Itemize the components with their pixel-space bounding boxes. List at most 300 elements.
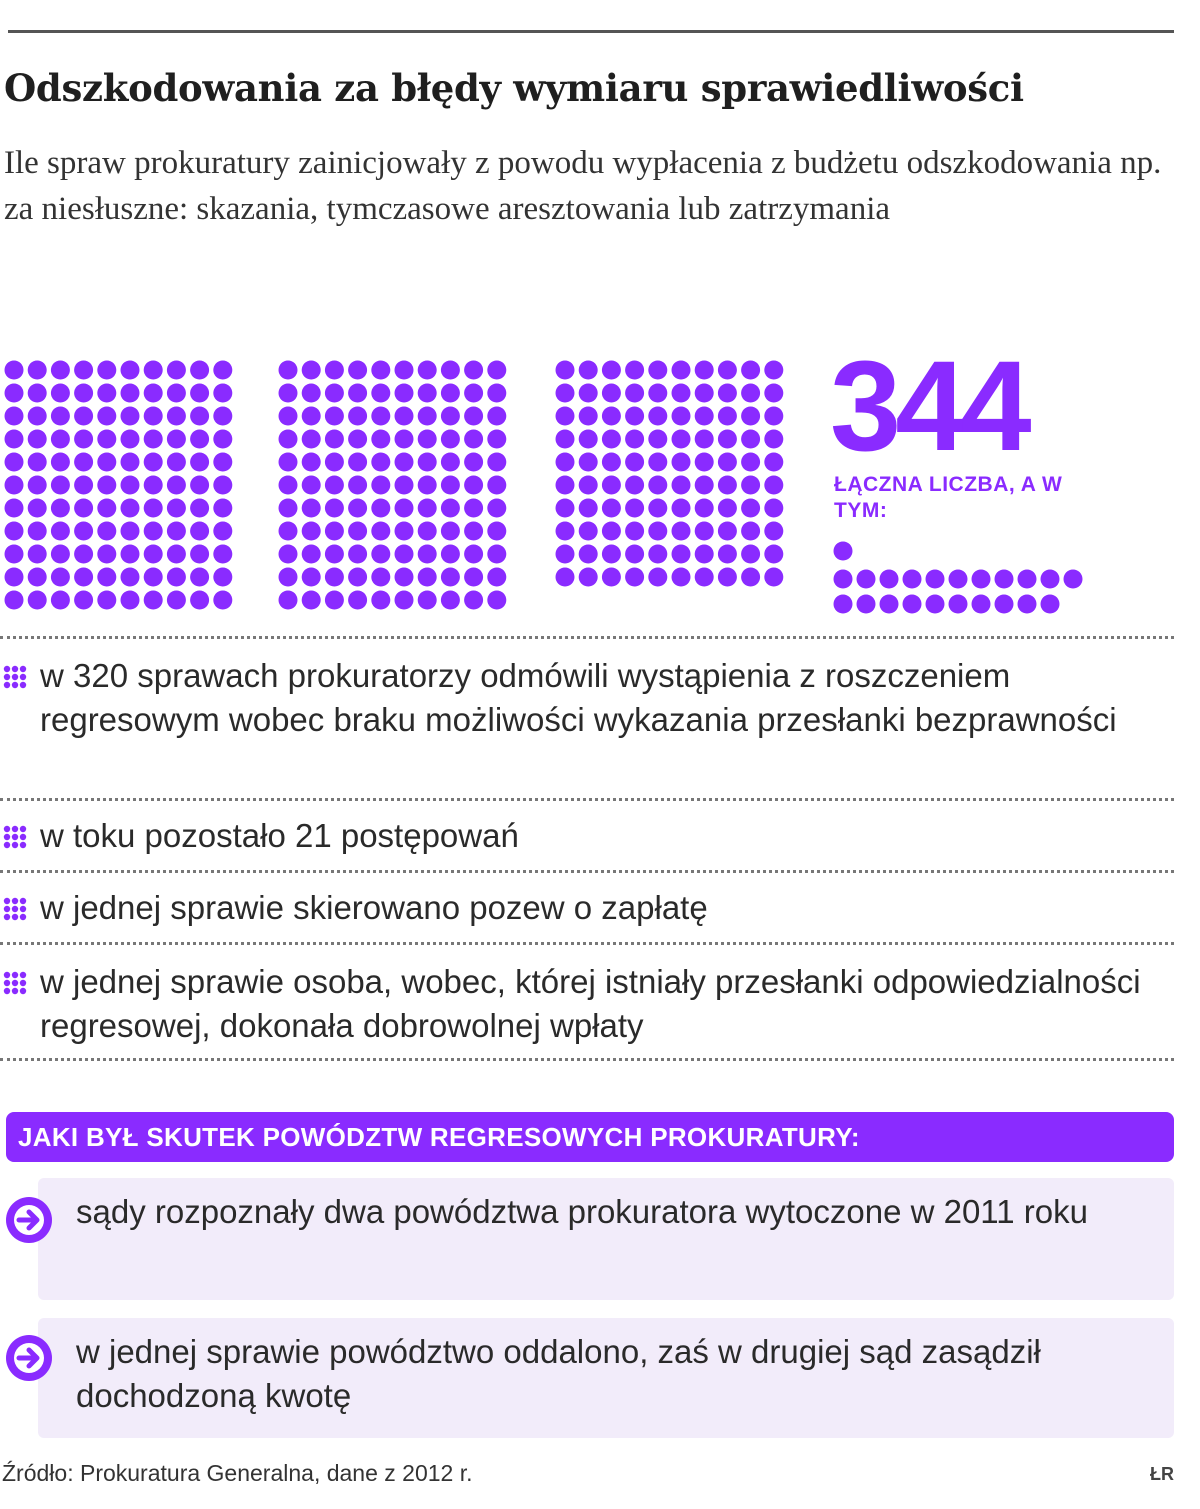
dot-refused bbox=[602, 384, 621, 403]
dot-refused bbox=[325, 499, 344, 518]
breakdown-text: w jednej sprawie osoba, wobec, której istniały przesłanki odpowiedzialności regresowej, dokonała dobrowolnej wpłaty bbox=[40, 963, 1141, 1044]
dot-refused bbox=[348, 407, 367, 426]
dot-refused bbox=[602, 499, 621, 518]
dot-refused bbox=[395, 361, 414, 380]
dot-refused bbox=[28, 384, 47, 403]
dot-refused bbox=[5, 430, 24, 449]
dot-refused bbox=[556, 361, 575, 380]
dot-refused bbox=[718, 361, 737, 380]
dot-refused bbox=[625, 361, 644, 380]
dot-refused bbox=[695, 522, 714, 541]
dot-refused bbox=[418, 545, 437, 564]
dot-refused bbox=[695, 361, 714, 380]
dot-refused bbox=[487, 384, 506, 403]
dot-refused bbox=[213, 522, 232, 541]
dot-refused bbox=[167, 430, 186, 449]
dot-refused bbox=[144, 430, 163, 449]
dot-refused bbox=[28, 545, 47, 564]
dot-pending bbox=[857, 595, 876, 614]
dot-refused bbox=[556, 476, 575, 495]
dot-refused bbox=[625, 568, 644, 587]
dot-refused bbox=[371, 545, 390, 564]
dot-refused bbox=[74, 453, 93, 472]
dot-refused bbox=[28, 407, 47, 426]
dot-refused bbox=[764, 453, 783, 472]
dot-refused bbox=[371, 361, 390, 380]
dot-refused bbox=[302, 453, 321, 472]
dot-refused bbox=[764, 545, 783, 564]
dot-refused bbox=[302, 476, 321, 495]
impact-header-label: JAKI BYŁ SKUTEK POWÓDZTW REGRESOWYCH PROKURATURY: bbox=[18, 1122, 860, 1152]
dot-refused bbox=[213, 430, 232, 449]
dot-refused bbox=[764, 430, 783, 449]
dot-refused bbox=[5, 522, 24, 541]
dot-refused bbox=[648, 430, 667, 449]
dot-refused bbox=[648, 407, 667, 426]
dot-refused bbox=[51, 476, 70, 495]
dot-refused bbox=[51, 453, 70, 472]
dot-refused bbox=[121, 545, 140, 564]
impact-header bbox=[6, 1112, 1174, 1162]
dot-refused bbox=[695, 499, 714, 518]
dot-refused bbox=[279, 384, 298, 403]
dot-refused bbox=[695, 476, 714, 495]
dot-refused bbox=[672, 407, 691, 426]
dot-refused bbox=[97, 522, 116, 541]
dot-refused bbox=[741, 407, 760, 426]
dot-refused bbox=[5, 407, 24, 426]
arrow-right-icon bbox=[4, 1195, 54, 1245]
dot-refused bbox=[764, 384, 783, 403]
dot-refused bbox=[672, 522, 691, 541]
breakdown-text: w jednej sprawie skierowano pozew o zapłatę bbox=[40, 889, 708, 926]
dot-refused bbox=[441, 476, 460, 495]
dot-refused bbox=[648, 522, 667, 541]
total-value: 344 bbox=[830, 335, 1026, 478]
dot-refused bbox=[348, 545, 367, 564]
result-text: sądy rozpoznały dwa powództwa prokuratora wytoczone w 2011 roku bbox=[76, 1193, 1088, 1230]
divider bbox=[0, 942, 1174, 945]
dot-refused bbox=[718, 384, 737, 403]
dot-refused bbox=[648, 453, 667, 472]
dot-refused bbox=[51, 384, 70, 403]
dot-refused bbox=[648, 476, 667, 495]
dot-refused bbox=[602, 361, 621, 380]
dot-refused bbox=[144, 384, 163, 403]
divider bbox=[0, 870, 1174, 873]
dot-pending bbox=[880, 570, 899, 589]
dot-refused bbox=[279, 476, 298, 495]
top-rule bbox=[8, 30, 1174, 33]
dot-refused bbox=[625, 453, 644, 472]
dot-refused bbox=[741, 499, 760, 518]
dot-refused bbox=[764, 522, 783, 541]
dot-refused bbox=[648, 361, 667, 380]
dot-refused bbox=[97, 568, 116, 587]
dot-refused bbox=[556, 384, 575, 403]
dot-refused bbox=[418, 476, 437, 495]
dot-refused bbox=[464, 591, 483, 610]
dot-refused bbox=[28, 591, 47, 610]
dot-refused bbox=[348, 568, 367, 587]
dot-other bbox=[834, 542, 853, 561]
dot-refused bbox=[556, 545, 575, 564]
dot-refused bbox=[487, 591, 506, 610]
result-box bbox=[38, 1318, 1174, 1438]
dot-refused bbox=[121, 407, 140, 426]
dot-refused bbox=[190, 384, 209, 403]
dot-refused bbox=[395, 545, 414, 564]
dot-refused bbox=[648, 568, 667, 587]
dot-refused bbox=[279, 568, 298, 587]
dot-pending bbox=[926, 595, 945, 614]
dot-refused bbox=[741, 568, 760, 587]
dot-refused bbox=[51, 430, 70, 449]
dot-refused bbox=[672, 384, 691, 403]
dot-refused bbox=[718, 522, 737, 541]
dot-refused bbox=[167, 407, 186, 426]
dot-refused bbox=[718, 453, 737, 472]
dot-refused bbox=[97, 545, 116, 564]
dot-pending bbox=[949, 570, 968, 589]
dot-refused bbox=[121, 361, 140, 380]
dot-refused bbox=[167, 545, 186, 564]
dot-refused bbox=[51, 522, 70, 541]
dot-refused bbox=[395, 591, 414, 610]
dot-refused bbox=[441, 453, 460, 472]
dot-refused bbox=[144, 591, 163, 610]
dot-refused bbox=[190, 453, 209, 472]
dot-refused bbox=[395, 499, 414, 518]
dot-refused bbox=[279, 591, 298, 610]
dot-refused bbox=[741, 384, 760, 403]
dot-refused bbox=[74, 476, 93, 495]
dot-refused bbox=[28, 476, 47, 495]
dot-refused bbox=[144, 453, 163, 472]
dot-refused bbox=[144, 361, 163, 380]
dot-refused bbox=[579, 453, 598, 472]
dot-refused bbox=[625, 499, 644, 518]
divider bbox=[0, 798, 1174, 801]
dot-refused bbox=[672, 361, 691, 380]
dot-refused bbox=[144, 568, 163, 587]
page-title: Odszkodowania za błędy wymiaru sprawiedliwości bbox=[4, 66, 1024, 110]
dot-refused bbox=[325, 545, 344, 564]
dot-refused bbox=[302, 430, 321, 449]
dot-refused bbox=[579, 384, 598, 403]
dot-refused bbox=[672, 453, 691, 472]
dot-refused bbox=[464, 545, 483, 564]
dot-refused bbox=[418, 361, 437, 380]
dot-refused bbox=[764, 407, 783, 426]
breakdown-item bbox=[0, 960, 1174, 1056]
dot-refused bbox=[190, 499, 209, 518]
dot-refused bbox=[579, 476, 598, 495]
dot-refused bbox=[695, 407, 714, 426]
breakdown-item bbox=[0, 886, 1174, 940]
dot-refused bbox=[302, 545, 321, 564]
dot-refused bbox=[602, 568, 621, 587]
dot-refused bbox=[97, 476, 116, 495]
dot-refused bbox=[395, 407, 414, 426]
dot-grid-icon bbox=[2, 970, 28, 996]
dot-pending bbox=[995, 595, 1014, 614]
dot-refused bbox=[144, 522, 163, 541]
dot-refused bbox=[672, 499, 691, 518]
dot-refused bbox=[213, 407, 232, 426]
dot-refused bbox=[144, 499, 163, 518]
dot-refused bbox=[741, 361, 760, 380]
dot-refused bbox=[464, 361, 483, 380]
divider bbox=[0, 1058, 1174, 1061]
dot-pending bbox=[1064, 570, 1083, 589]
dot-refused bbox=[487, 476, 506, 495]
dot-refused bbox=[167, 568, 186, 587]
dot-refused bbox=[74, 499, 93, 518]
dot-refused bbox=[279, 453, 298, 472]
dot-refused bbox=[741, 545, 760, 564]
dot-refused bbox=[51, 499, 70, 518]
result-text: w jednej sprawie powództwo oddalono, zaś w drugiej sąd zasądził dochodzoną kwotę bbox=[76, 1333, 1041, 1414]
dot-refused bbox=[418, 499, 437, 518]
dot-refused bbox=[348, 361, 367, 380]
dot-refused bbox=[464, 453, 483, 472]
dot-refused bbox=[5, 384, 24, 403]
dot-refused bbox=[213, 453, 232, 472]
dot-refused bbox=[279, 430, 298, 449]
dot-refused bbox=[556, 430, 575, 449]
dot-refused bbox=[213, 476, 232, 495]
dot-refused bbox=[625, 384, 644, 403]
result-box bbox=[38, 1178, 1174, 1300]
dot-refused bbox=[764, 361, 783, 380]
dot-refused bbox=[371, 476, 390, 495]
dot-refused bbox=[418, 591, 437, 610]
dot-refused bbox=[279, 522, 298, 541]
dot-refused bbox=[279, 407, 298, 426]
dot-refused bbox=[5, 545, 24, 564]
dot-refused bbox=[464, 568, 483, 587]
dot-refused bbox=[579, 522, 598, 541]
dot-refused bbox=[190, 591, 209, 610]
dot-refused bbox=[348, 384, 367, 403]
dot-refused bbox=[741, 430, 760, 449]
dot-refused bbox=[371, 407, 390, 426]
dot-refused bbox=[648, 384, 667, 403]
dot-refused bbox=[718, 407, 737, 426]
dot-refused bbox=[695, 568, 714, 587]
dot-refused bbox=[121, 499, 140, 518]
dot-refused bbox=[487, 499, 506, 518]
dot-refused bbox=[625, 407, 644, 426]
dot-pending bbox=[1041, 570, 1060, 589]
dot-refused bbox=[371, 499, 390, 518]
dot-refused bbox=[487, 430, 506, 449]
dot-refused bbox=[741, 476, 760, 495]
dot-refused bbox=[695, 453, 714, 472]
dot-refused bbox=[718, 476, 737, 495]
dot-refused bbox=[51, 591, 70, 610]
dot-refused bbox=[279, 545, 298, 564]
dot-refused bbox=[348, 453, 367, 472]
dot-refused bbox=[718, 568, 737, 587]
dot-refused bbox=[371, 568, 390, 587]
dot-refused bbox=[74, 545, 93, 564]
dot-refused bbox=[325, 453, 344, 472]
dot-refused bbox=[5, 476, 24, 495]
total-caption: ŁĄCZNA LICZBA, A W TYM: bbox=[834, 473, 1063, 522]
dot-refused bbox=[213, 545, 232, 564]
dot-refused bbox=[28, 453, 47, 472]
dot-refused bbox=[302, 568, 321, 587]
dot-refused bbox=[418, 384, 437, 403]
dot-refused bbox=[348, 499, 367, 518]
dot-refused bbox=[28, 499, 47, 518]
dot-pending bbox=[880, 595, 899, 614]
dot-refused bbox=[418, 453, 437, 472]
dot-refused bbox=[302, 361, 321, 380]
dot-refused bbox=[279, 499, 298, 518]
dot-refused bbox=[5, 568, 24, 587]
dot-refused bbox=[74, 522, 93, 541]
dot-refused bbox=[464, 407, 483, 426]
dot-refused bbox=[579, 499, 598, 518]
dot-refused bbox=[213, 499, 232, 518]
dot-refused bbox=[213, 361, 232, 380]
dot-refused bbox=[74, 384, 93, 403]
dot-refused bbox=[302, 522, 321, 541]
dot-pending bbox=[834, 570, 853, 589]
dot-refused bbox=[441, 407, 460, 426]
dot-refused bbox=[28, 361, 47, 380]
dot-refused bbox=[97, 361, 116, 380]
dot-refused bbox=[325, 522, 344, 541]
dot-refused bbox=[213, 568, 232, 587]
dot-refused bbox=[190, 568, 209, 587]
divider bbox=[0, 636, 1174, 639]
dot-refused bbox=[395, 476, 414, 495]
dot-refused bbox=[441, 430, 460, 449]
dot-refused bbox=[121, 453, 140, 472]
dot-refused bbox=[371, 591, 390, 610]
dot-refused bbox=[487, 407, 506, 426]
dot-refused bbox=[190, 430, 209, 449]
dot-refused bbox=[190, 361, 209, 380]
dot-refused bbox=[695, 545, 714, 564]
dot-refused bbox=[718, 499, 737, 518]
dot-refused bbox=[5, 361, 24, 380]
subtitle: Ile spraw prokuratury zainicjowały z powodu wypłacenia z budżetu odszkodowania np. za niesłuszne: skazania, tymczasowe aresztowania lub zatrzymania bbox=[4, 145, 1162, 227]
dot-refused bbox=[579, 361, 598, 380]
breakdown-text: w 320 sprawach prokuratorzy odmówili wystąpienia z roszczeniem regresowym wobec braku możliwości wykazania przesłanki bezprawności bbox=[40, 657, 1117, 738]
dot-refused bbox=[190, 522, 209, 541]
dot-refused bbox=[167, 361, 186, 380]
dot-refused bbox=[441, 384, 460, 403]
dot-refused bbox=[418, 522, 437, 541]
dot-refused bbox=[487, 453, 506, 472]
dot-refused bbox=[97, 591, 116, 610]
author-initials: ŁR bbox=[1150, 1464, 1174, 1484]
dot-refused bbox=[325, 568, 344, 587]
dot-refused bbox=[718, 430, 737, 449]
dot-refused bbox=[121, 522, 140, 541]
dot-refused bbox=[625, 522, 644, 541]
dot-refused bbox=[74, 407, 93, 426]
dot-refused bbox=[325, 430, 344, 449]
dot-refused bbox=[556, 522, 575, 541]
dot-refused bbox=[5, 453, 24, 472]
dot-refused bbox=[97, 407, 116, 426]
dot-refused bbox=[672, 430, 691, 449]
dot-refused bbox=[167, 476, 186, 495]
dot-refused bbox=[144, 476, 163, 495]
dot-refused bbox=[764, 476, 783, 495]
dot-refused bbox=[97, 499, 116, 518]
dot-refused bbox=[602, 476, 621, 495]
dot-refused bbox=[213, 384, 232, 403]
dot-refused bbox=[325, 476, 344, 495]
dot-refused bbox=[741, 522, 760, 541]
dot-pending bbox=[926, 570, 945, 589]
dot-refused bbox=[556, 568, 575, 587]
dot-refused bbox=[625, 430, 644, 449]
dot-refused bbox=[121, 384, 140, 403]
dot-refused bbox=[167, 453, 186, 472]
dot-refused bbox=[556, 453, 575, 472]
arrow-right-icon bbox=[4, 1333, 54, 1383]
dot-refused bbox=[302, 591, 321, 610]
dot-refused bbox=[190, 545, 209, 564]
dot-refused bbox=[602, 453, 621, 472]
dot-refused bbox=[28, 430, 47, 449]
dot-refused bbox=[97, 430, 116, 449]
dot-refused bbox=[464, 499, 483, 518]
dot-refused bbox=[167, 384, 186, 403]
dot-refused bbox=[325, 591, 344, 610]
dot-refused bbox=[371, 384, 390, 403]
dot-refused bbox=[579, 407, 598, 426]
dot-refused bbox=[602, 522, 621, 541]
source-note: Źródło: Prokuratura Generalna, dane z 2012 r. bbox=[2, 1460, 473, 1486]
dot-refused bbox=[579, 545, 598, 564]
dot-refused bbox=[464, 384, 483, 403]
dot-refused bbox=[464, 476, 483, 495]
dot-pending bbox=[834, 595, 853, 614]
dot-refused bbox=[325, 407, 344, 426]
dot-refused bbox=[325, 361, 344, 380]
dot-refused bbox=[371, 522, 390, 541]
dot-refused bbox=[441, 591, 460, 610]
dot-refused bbox=[464, 522, 483, 541]
dot-refused bbox=[441, 499, 460, 518]
dot-refused bbox=[625, 545, 644, 564]
dot-refused bbox=[672, 476, 691, 495]
dot-refused bbox=[74, 591, 93, 610]
dot-refused bbox=[5, 591, 24, 610]
dot-refused bbox=[28, 522, 47, 541]
dot-refused bbox=[190, 407, 209, 426]
dot-refused bbox=[279, 361, 298, 380]
dot-refused bbox=[487, 545, 506, 564]
dot-pending bbox=[949, 595, 968, 614]
dot-refused bbox=[97, 453, 116, 472]
dot-refused bbox=[395, 453, 414, 472]
dot-refused bbox=[395, 430, 414, 449]
dot-refused bbox=[695, 384, 714, 403]
dot-pending bbox=[1018, 570, 1037, 589]
dot-refused bbox=[741, 453, 760, 472]
dot-refused bbox=[97, 384, 116, 403]
